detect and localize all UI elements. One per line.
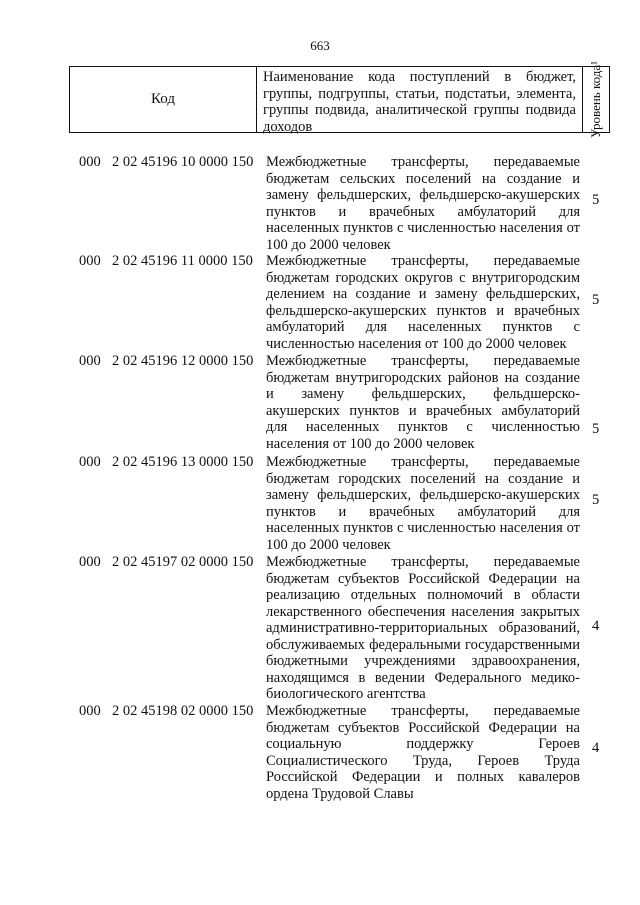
row-level: 5 — [592, 292, 600, 308]
row-name: Межбюджетные трансферты, передаваемые бюджетам городских округов с внутригородским делением на создание и замену фельдшерских, фельдшерско-акушерских пунктов и врачебных амбулаторий для населенных пунктов с численностью населения от 100 до 2000 человек — [266, 253, 580, 352]
row-level: 4 — [592, 618, 600, 634]
row-name: Межбюджетные трансферты, передаваемые бюджетам городских поселений на создание и замену фельдшерских, фельдшерско-акушерских пунктов и врачебных амбулаторий для населенных пунктов с численностью населения от 100 до 2000 человек — [266, 454, 580, 553]
table-row — [0, 154, 640, 252]
row-income-code: 2 02 45196 13 0000 150 — [112, 454, 254, 470]
page-number: 663 — [310, 38, 330, 53]
row-level: 5 — [592, 492, 600, 508]
row-admin-code: 000 — [79, 454, 101, 470]
row-income-code: 2 02 45196 12 0000 150 — [112, 353, 254, 369]
table-header — [69, 60, 610, 139]
header-level: Уровень кода¹ — [588, 60, 604, 139]
row-name: Межбюджетные трансферты, передаваемые бюджетам субъектов Российской Федерации на реализацию отдельных полномочий в области лекарственного обеспечения населения закрытых административно-территориальных образований, обслуживаемых федеральными государственными бюджетными учреждениями здравоохранения, находящимся в ведении Федерального медико-биологического агентства — [266, 554, 580, 702]
row-income-code: 2 02 45196 11 0000 150 — [112, 253, 253, 269]
row-level: 5 — [592, 192, 600, 208]
table-row — [0, 454, 640, 553]
header-code: Код — [70, 67, 257, 132]
row-name: Межбюджетные трансферты, передаваемые бюджетам внутригородских районов на создание и замену фельдшерских, фельдшерско-акушерских пунктов и врачебных амбулаторий для населенных пунктов с численностью населения от 100 до 2000 человек — [266, 353, 580, 452]
row-income-code: 2 02 45196 10 0000 150 — [112, 154, 254, 170]
row-admin-code: 000 — [79, 554, 101, 570]
row-admin-code: 000 — [79, 253, 101, 269]
table-row — [0, 253, 640, 352]
header-level-cell — [583, 60, 609, 139]
row-level: 5 — [592, 421, 600, 437]
row-admin-code: 000 — [79, 703, 101, 719]
row-name: Межбюджетные трансферты, передаваемые бюджетам сельских поселений на создание и замену фельдшерских, фельдшерско-акушерских пунктов и врачебных амбулаторий для населенных пунктов с численностью населения от 100 до 2000 человек — [266, 154, 580, 253]
row-income-code: 2 02 45197 02 0000 150 — [112, 554, 254, 570]
row-admin-code: 000 — [79, 353, 101, 369]
table-row — [0, 554, 640, 702]
row-level: 4 — [592, 740, 600, 756]
table-row — [0, 703, 640, 803]
header-name: Наименование кода поступлений в бюджет, группы, подгруппы, статьи, подстатьи, элемента, группы подвида, аналитической группы подвида доходов — [257, 67, 583, 132]
row-admin-code: 000 — [79, 154, 101, 170]
row-name: Межбюджетные трансферты, передаваемые бюджетам субъектов Российской Федерации на социальную поддержку Героев Социалистического Труда, Героев Труда Российской Федерации и полных кавалеров ордена Трудовой Славы — [266, 703, 580, 802]
table-row — [0, 353, 640, 453]
row-income-code: 2 02 45198 02 0000 150 — [112, 703, 254, 719]
